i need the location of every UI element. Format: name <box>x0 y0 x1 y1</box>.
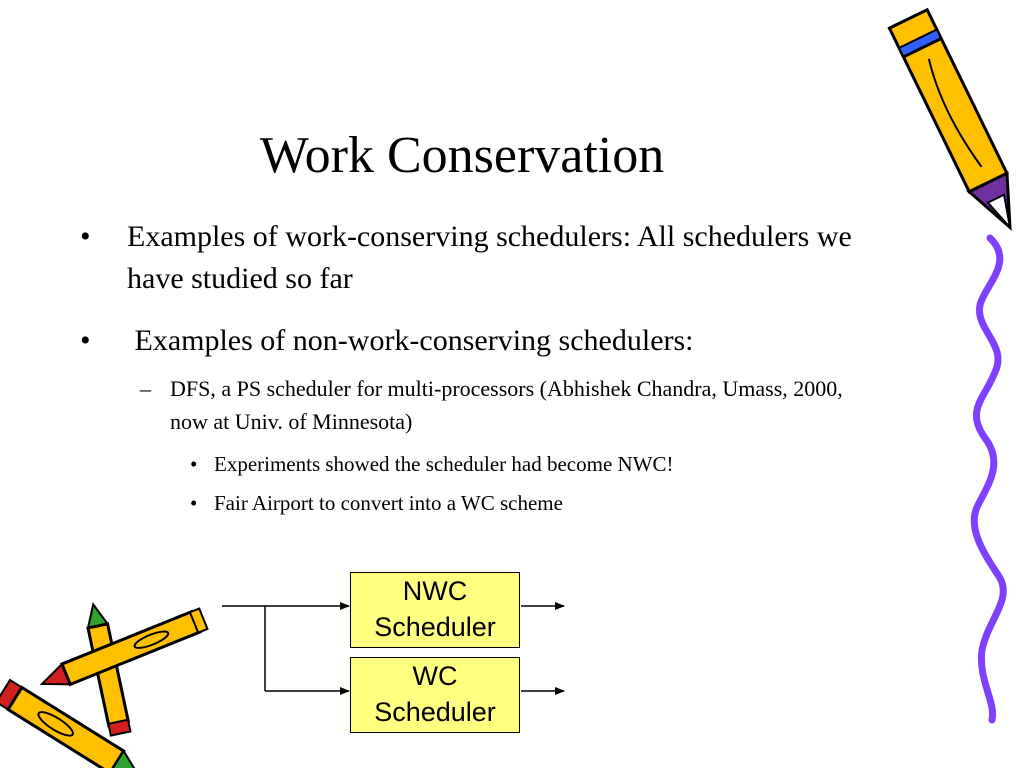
nwc-box-line2: Scheduler <box>374 612 496 642</box>
wc-box-line1: WC <box>412 661 458 691</box>
sub-bullet-marker: – <box>140 376 151 401</box>
bullet-text: Examples of non-work-conserving schedulers: <box>127 324 694 357</box>
wc-box-line2: Scheduler <box>374 697 496 727</box>
sub-sub-bullet-marker: • <box>190 491 198 515</box>
sub-bullet-text: DFS, a PS scheduler for multi-processors (Abhishek Chandra, Umass, 2000, now at Univ. of Minnesota) <box>170 376 843 434</box>
sub-sub-bullet-marker: • <box>190 452 198 476</box>
slide-title: Work Conservation <box>259 127 665 184</box>
bullet-marker: • <box>80 220 91 253</box>
sub-sub-bullet-text: Fair Airport to convert into a WC scheme <box>214 491 563 515</box>
nwc-box-line1: NWC <box>402 576 468 606</box>
bullet-text: Examples of work-conserving schedulers: All schedulers we have studied so far <box>127 220 852 295</box>
sub-sub-bullet-text: Experiments showed the scheduler had become NWC! <box>214 452 674 476</box>
bullet-marker: • <box>80 324 91 357</box>
